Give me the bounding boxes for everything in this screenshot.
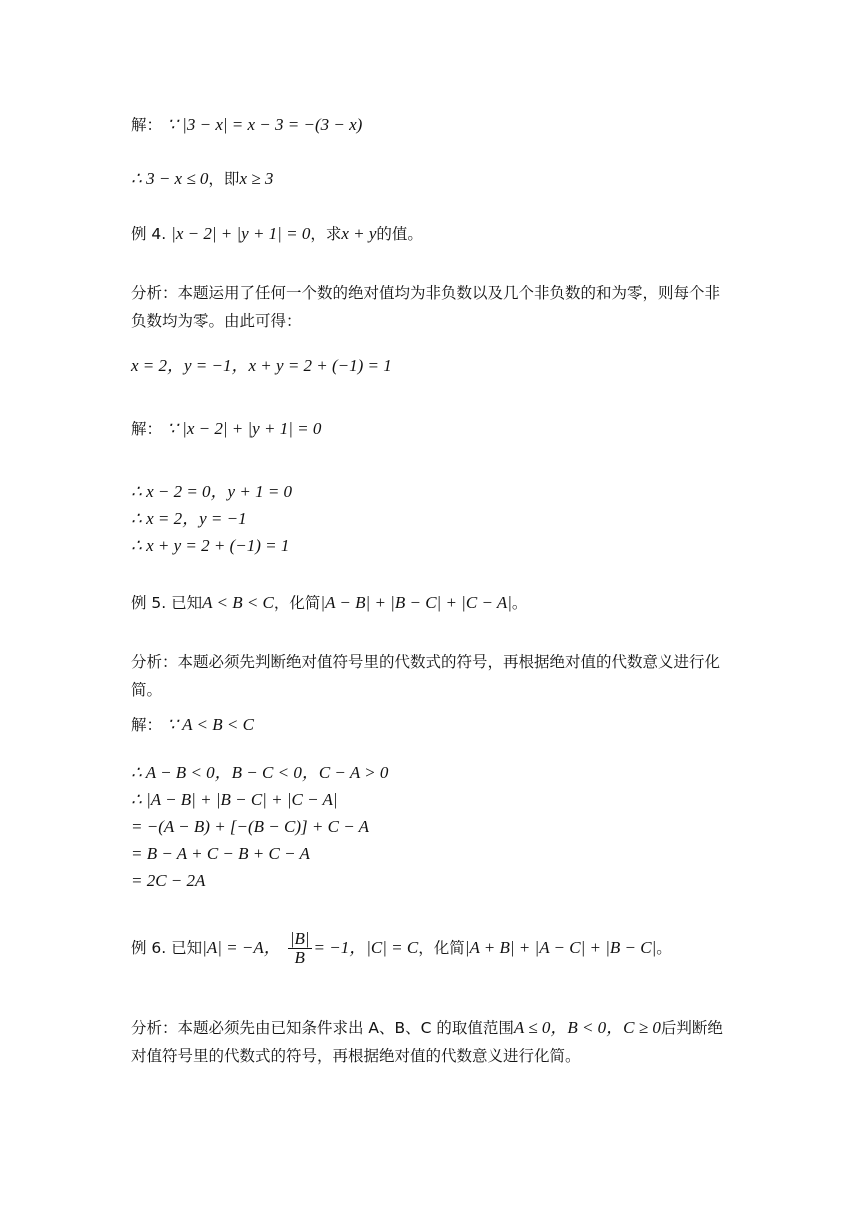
connector-text: ，求 bbox=[310, 225, 342, 243]
result-line bbox=[131, 355, 392, 377]
math-expression: ∵ |3 − x| = x − 3 = −(3 − x) bbox=[167, 115, 363, 134]
connector-text: 。 bbox=[656, 939, 672, 957]
math-expression: ∵ |x − 2| + |y + 1| = 0 bbox=[167, 419, 322, 438]
solution-label: 解： bbox=[131, 716, 163, 734]
math-expression: x = 2，y = −1，x + y = 2 + (−1) = 1 bbox=[131, 356, 392, 375]
solution-line-1 bbox=[131, 114, 362, 136]
solution-line-2 bbox=[131, 168, 273, 190]
math-expression: |x − 2| + |y + 1| = 0 bbox=[171, 224, 311, 243]
solution-line-5 bbox=[131, 714, 254, 736]
math-expression: A < B < C bbox=[202, 593, 274, 612]
math-expression: ∴ x + y = 2 + (−1) = 1 bbox=[131, 536, 290, 555]
math-expression: x ≥ 3 bbox=[239, 169, 274, 188]
example-label: 例 6. 已知 bbox=[131, 939, 203, 957]
fraction-numerator: |B| bbox=[289, 929, 310, 948]
connector-text: 的值。 bbox=[376, 225, 423, 243]
solution-label: 解： bbox=[131, 420, 163, 438]
math-expression: |A − B| + |B − C| + |C − A| bbox=[320, 593, 512, 612]
analysis-text: 后判断绝对值符号里的代数式的符号，再根据绝对值的代数意义进行化简。 bbox=[131, 1019, 723, 1065]
math-expression: = B − A + C − B + C − A bbox=[131, 844, 310, 863]
derivation-line bbox=[131, 789, 338, 811]
connector-text: ，即 bbox=[208, 170, 240, 188]
analysis-text: 分析：本题必须先由已知条件求出 A、B、C 的取值范围 bbox=[131, 1019, 514, 1037]
solution-line-4 bbox=[131, 418, 321, 440]
math-expression: ∵ A < B < C bbox=[167, 715, 254, 734]
math-expression: |C| = C bbox=[366, 938, 419, 957]
analysis-paragraph-5: 分析：本题必须先判断绝对值符号里的代数式的符号，再根据绝对值的代数意义进行化简。 bbox=[131, 653, 721, 699]
fraction bbox=[288, 930, 312, 967]
derivation-line bbox=[131, 843, 310, 865]
math-expression: |A + B| + |A − C| + |B − C| bbox=[464, 938, 657, 957]
example-label: 例 5. 已知 bbox=[131, 594, 203, 612]
analysis-paragraph-4: 分析：本题运用了任何一个数的绝对值均为非负数以及几个非负数的和为零，则每个非负数均为零。由此可得： bbox=[131, 284, 721, 330]
example-4-heading bbox=[131, 223, 423, 245]
analysis-paragraph-6 bbox=[131, 1014, 731, 1070]
math-expression: ∴ x = 2，y = −1 bbox=[131, 509, 247, 528]
derivation-line bbox=[131, 535, 289, 557]
math-expression: ∴ x − 2 = 0，y + 1 = 0 bbox=[131, 482, 293, 501]
connector-text: ，化简 bbox=[418, 939, 465, 957]
solution-label: 解： bbox=[131, 116, 163, 134]
math-expression: x + y bbox=[341, 224, 377, 243]
derivation-line bbox=[131, 481, 292, 503]
connector-text: 。 bbox=[511, 594, 528, 612]
math-expression: ∴ A − B < 0，B − C < 0，C − A > 0 bbox=[131, 763, 389, 782]
example-6-heading bbox=[131, 928, 672, 968]
math-expression: |A| = −A， bbox=[202, 938, 281, 957]
derivation-line bbox=[131, 762, 388, 784]
example-label: 例 4. bbox=[131, 225, 172, 243]
example-5-heading bbox=[131, 592, 527, 614]
math-expression: ∴ |A − B| + |B − C| + |C − A| bbox=[131, 790, 338, 809]
derivation-line bbox=[131, 816, 369, 838]
math-expression: ∴ 3 − x ≤ 0 bbox=[131, 169, 209, 188]
math-expression: = −1， bbox=[313, 938, 367, 957]
fraction-denominator: B bbox=[294, 948, 305, 967]
math-expression: A ≤ 0，B < 0，C ≥ 0 bbox=[513, 1018, 661, 1037]
derivation-line bbox=[131, 870, 205, 892]
math-expression: = 2C − 2A bbox=[131, 871, 206, 890]
connector-text: ，化简 bbox=[273, 594, 321, 612]
math-expression: = −(A − B) + [−(B − C)] + C − A bbox=[131, 817, 369, 836]
derivation-line bbox=[131, 508, 247, 530]
